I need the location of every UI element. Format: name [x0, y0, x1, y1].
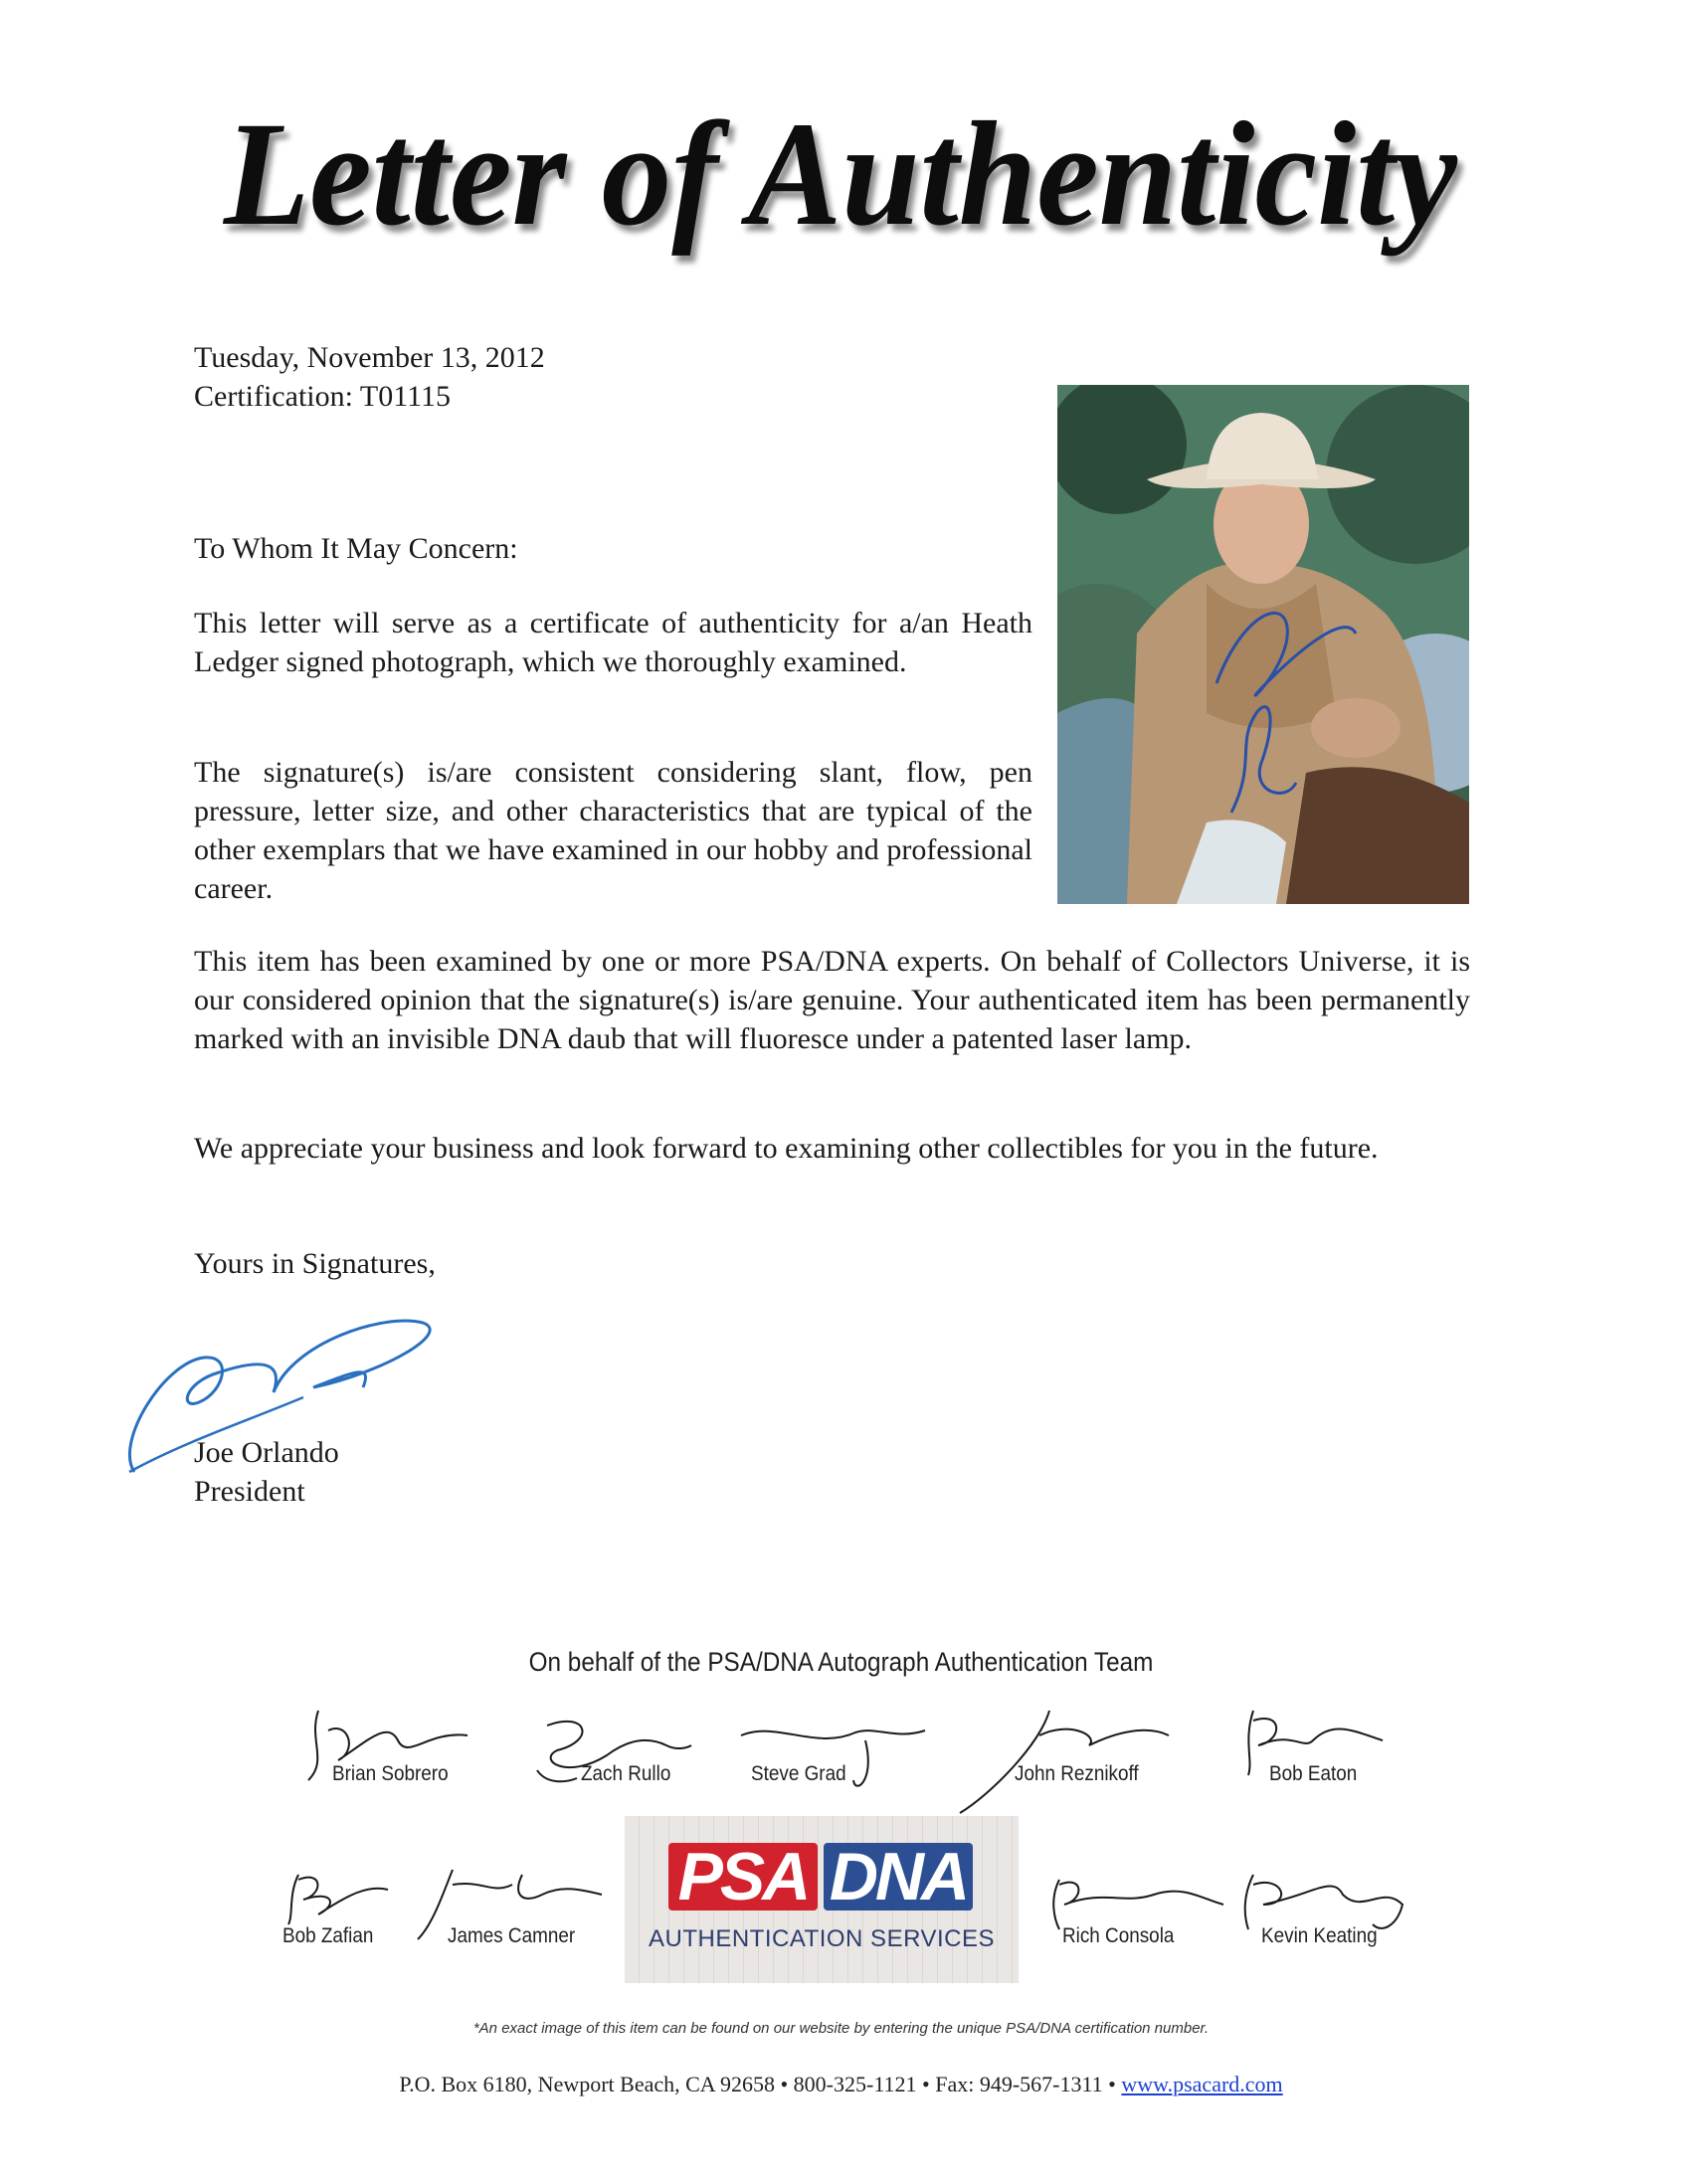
- paragraph-1: This letter will serve as a certificate of authenticity for a/an Heath Ledger signed photograph, which we thoroughly examined.: [194, 607, 1032, 678]
- member-signature-steve-grad: [736, 1721, 935, 1800]
- website-link[interactable]: www.psacard.com: [1121, 2072, 1283, 2096]
- certification-number: Certification: T01115: [194, 380, 452, 413]
- signer-name: Joe Orlando: [194, 1436, 339, 1469]
- team-heading: On behalf of the PSA/DNA Autograph Authentication Team: [528, 1647, 1154, 1677]
- closing: Yours in Signatures,: [194, 1247, 436, 1280]
- logo-dna: DNA: [824, 1843, 973, 1911]
- member-rich-consola: Rich Consola: [1062, 1924, 1175, 1947]
- paragraph-2: The signature(s) is/are consistent considering slant, flow, pen pressure, letter size, and other characteristics that are typical of the other exemplars that we have examined in our hobby and professional career.: [194, 756, 1032, 905]
- greeting: To Whom It May Concern:: [194, 532, 518, 565]
- member-john-reznikoff: John Reznikoff: [1015, 1762, 1139, 1785]
- signed-photograph: [1057, 385, 1469, 904]
- paragraph-4: We appreciate your business and look forward to examining other collectibles for you in the future.: [194, 1132, 1379, 1165]
- signer-title: President: [194, 1475, 305, 1508]
- footnote: *An exact image of this item can be found on our website by entering the unique PSA/DNA certification number.: [472, 2020, 1210, 2037]
- member-james-camner: James Camner: [448, 1924, 576, 1947]
- member-zach-rullo: Zach Rullo: [581, 1762, 671, 1785]
- letter-date: Tuesday, November 13, 2012: [194, 341, 545, 374]
- member-bob-zafian: Bob Zafian: [282, 1924, 374, 1947]
- footer-contact: [0, 2072, 1682, 2097]
- member-steve-grad: Steve Grad: [751, 1762, 846, 1785]
- logo-psa: PSA: [668, 1843, 818, 1911]
- psa-dna-logo: [625, 1816, 1019, 1983]
- member-brian-sobrero: Brian Sobrero: [332, 1762, 449, 1785]
- member-kevin-keating: Kevin Keating: [1261, 1924, 1378, 1947]
- logo-subtitle: AUTHENTICATION SERVICES: [649, 1925, 995, 1952]
- member-signature-john-reznikoff: [950, 1706, 1179, 1815]
- member-bob-eaton: Bob Eaton: [1269, 1762, 1358, 1785]
- letter-title-text: Letter of Authenticity: [222, 94, 1459, 257]
- footer-address: P.O. Box 6180, Newport Beach, CA 92658 • 800-325-1121 • Fax: 949-567-1311 •: [399, 2072, 1116, 2096]
- paragraph-3: This item has been examined by one or more PSA/DNA experts. On behalf of Collectors Universe, it is our considered opinion that the signature(s) is/are genuine. Your authenticated item has been permanently marked with an invisible DNA daub that will fluoresce under a patented laser lamp.: [194, 945, 1470, 1055]
- letter-title: [0, 94, 1682, 293]
